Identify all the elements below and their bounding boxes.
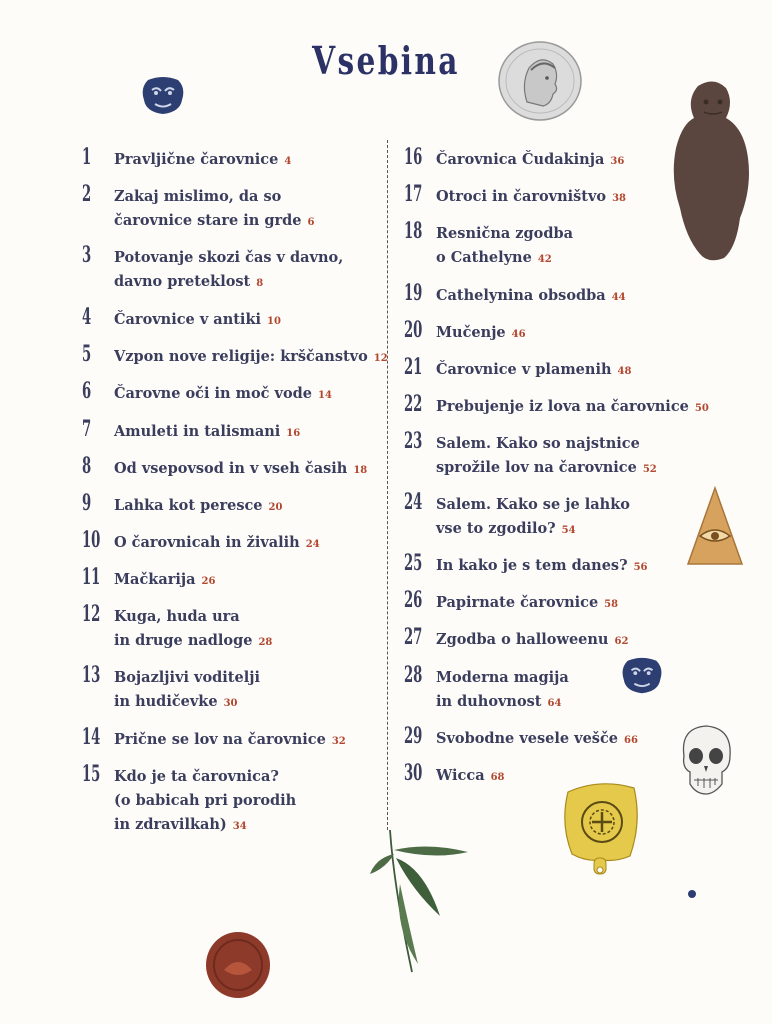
page-number: 64 xyxy=(547,698,562,709)
chapter-title xyxy=(436,493,630,543)
chapter-title xyxy=(436,591,618,617)
chapter-title-line: (o babicah pri porodih xyxy=(114,792,297,809)
chapter-title-line: Čarovnice v plamenih 48 xyxy=(436,361,632,378)
page-number: 36 xyxy=(610,156,625,167)
page-number: 24 xyxy=(305,539,320,550)
chapter-title-line: Mačkarija 26 xyxy=(114,571,216,588)
page-number: 28 xyxy=(258,637,273,648)
chapter-title xyxy=(436,432,657,482)
chapter-number: 17 xyxy=(404,181,423,207)
chapter-title xyxy=(114,765,296,839)
page-number: 6 xyxy=(307,217,315,228)
chapter-title xyxy=(436,358,631,384)
chapter-number: 15 xyxy=(82,761,101,787)
page-number: 52 xyxy=(642,464,657,475)
chapter-number: 26 xyxy=(404,587,423,613)
chapter-title-line: in druge nadloge 28 xyxy=(114,632,273,649)
page-number: 10 xyxy=(267,316,281,327)
chapter-number: 7 xyxy=(82,416,92,442)
chapter-title xyxy=(114,457,367,483)
leaf-branch-icon xyxy=(368,828,472,974)
page-number: 54 xyxy=(561,525,576,536)
chapter-title-line: Čarovnica Čudakinja 36 xyxy=(436,151,625,168)
chapter-number: 6 xyxy=(82,378,92,404)
page-number: 38 xyxy=(612,193,627,204)
chapter-title-line: Od vsepovsod in v vseh časih 18 xyxy=(114,460,368,477)
chapter-number: 18 xyxy=(404,218,423,244)
chapter-number: 23 xyxy=(404,428,423,454)
chapter-title xyxy=(436,148,624,174)
chapter-number: 16 xyxy=(404,144,423,170)
chapter-title-line: Pravljične čarovnice 4 xyxy=(114,151,292,168)
chapter-number: 8 xyxy=(82,453,92,479)
page-title: Vsebina xyxy=(312,38,460,83)
chapter-number: 11 xyxy=(82,564,101,590)
chapter-title-line: Papirnate čarovnice 58 xyxy=(436,594,619,611)
chapter-title-line: Potovanje skozi čas v davno, xyxy=(114,249,344,266)
ink-dot xyxy=(688,890,696,898)
chapter-title-line: čarovnice stare in grde 6 xyxy=(114,212,315,229)
chapter-title xyxy=(436,284,626,310)
chapter-number: 12 xyxy=(82,601,101,627)
chapter-title xyxy=(436,222,573,272)
chapter-title xyxy=(436,764,505,790)
chapter-number: 19 xyxy=(404,280,423,306)
chapter-title-line: vse to zgodilo? 54 xyxy=(436,520,576,537)
page-number: 68 xyxy=(490,772,505,783)
coin-portrait-icon xyxy=(497,40,583,122)
chapter-title-line: Wicca 68 xyxy=(436,767,505,784)
page-number: 26 xyxy=(201,576,216,587)
chapter-number: 22 xyxy=(404,391,423,417)
chapter-number: 2 xyxy=(82,181,92,207)
chapter-number: 9 xyxy=(82,490,92,516)
blue-mask-icon xyxy=(620,656,664,696)
chapter-title-line: sprožile lov na čarovnice 52 xyxy=(436,459,657,476)
chapter-title xyxy=(114,148,291,174)
chapter-number: 27 xyxy=(404,624,423,650)
chapter-title xyxy=(114,246,343,296)
clay-figurine-icon xyxy=(664,78,756,262)
chapter-number: 13 xyxy=(82,662,101,688)
chapter-title xyxy=(436,554,648,580)
page-number: 66 xyxy=(624,735,638,746)
chapter-title-line: Salem. Kako so najstnice xyxy=(436,435,640,452)
chapter-title-line: in duhovnost 64 xyxy=(436,693,562,710)
chapter-title-line: Salem. Kako se je lahko xyxy=(436,496,630,513)
page-number: 12 xyxy=(373,353,388,364)
chapter-title-line: in zdravilkah) 34 xyxy=(114,816,247,833)
chapter-title xyxy=(436,321,526,347)
chapter-title-line: Otroci in čarovništvo 38 xyxy=(436,188,627,205)
chapter-title-line: in hudičevke 30 xyxy=(114,693,238,710)
chapter-title xyxy=(114,185,315,235)
chapter-number: 20 xyxy=(404,317,423,343)
chapter-title-line: Resnična zgodba xyxy=(436,225,574,242)
chapter-title-line: Vzpon nove religije: krščanstvo 12 xyxy=(114,348,388,365)
chapter-title-line: Mučenje 46 xyxy=(436,324,526,341)
page-number: 44 xyxy=(611,292,626,303)
chapter-title xyxy=(114,308,281,334)
page-number: 14 xyxy=(318,390,332,401)
chapter-title xyxy=(114,728,346,754)
chapter-title xyxy=(114,605,272,655)
chapter-title xyxy=(114,345,388,371)
chapter-number: 29 xyxy=(404,723,423,749)
chapter-number: 24 xyxy=(404,489,423,515)
chapter-title-line: O čarovnicah in živalih 24 xyxy=(114,534,320,551)
chapter-title-line: Svobodne vesele vešče 66 xyxy=(436,730,638,747)
chapter-title xyxy=(114,666,260,716)
column-divider xyxy=(387,140,388,830)
blue-mask-icon xyxy=(140,76,186,116)
page-number: 18 xyxy=(353,465,368,476)
chapter-title-line: Čarovne oči in moč vode 14 xyxy=(114,385,332,402)
page-number: 32 xyxy=(331,736,346,747)
chapter-number: 14 xyxy=(82,724,101,750)
chapter-title xyxy=(114,494,282,520)
chapter-title-line: Kdo je ta čarovnica? xyxy=(114,768,279,785)
chapter-title-line: Cathelynina obsodba 44 xyxy=(436,287,626,304)
page-number: 46 xyxy=(511,329,526,340)
page-number: 34 xyxy=(232,821,247,832)
chapter-title-line: Lahka kot peresce 20 xyxy=(114,497,283,514)
chapter-title-line: Zgodba o halloweenu 62 xyxy=(436,631,629,648)
page-number: 16 xyxy=(286,428,301,439)
chapter-title-line: Čarovnice v antiki 10 xyxy=(114,311,281,328)
page-number: 58 xyxy=(604,599,619,610)
page-number: 4 xyxy=(284,156,292,167)
chapter-title-line: Prične se lov na čarovnice 32 xyxy=(114,731,346,748)
chapter-title xyxy=(114,420,300,446)
chapter-number: 25 xyxy=(404,550,423,576)
chapter-number: 28 xyxy=(404,662,423,688)
skull-icon xyxy=(674,722,738,800)
chapter-number: 4 xyxy=(82,304,92,330)
chapter-title-line: Moderna magija xyxy=(436,669,569,686)
chapter-title xyxy=(114,531,320,557)
chapter-title-line: Kuga, huda ura xyxy=(114,608,240,625)
page-number: 50 xyxy=(694,403,709,414)
chapter-title xyxy=(114,568,215,594)
chapter-title xyxy=(436,666,569,716)
page-number: 48 xyxy=(617,366,632,377)
eye-pyramid-icon xyxy=(686,486,744,568)
chapter-title-line: Amuleti in talismani 16 xyxy=(114,423,301,440)
chapter-title-line: Bojazljivi voditelji xyxy=(114,669,260,686)
chapter-number: 21 xyxy=(404,354,423,380)
chapter-title-line: In kako je s tem danes? 56 xyxy=(436,557,648,574)
chapter-number: 30 xyxy=(404,760,423,786)
chapter-title-line: Prebujenje iz lova na čarovnice 50 xyxy=(436,398,709,415)
page-number: 8 xyxy=(256,278,264,289)
page-number: 20 xyxy=(268,502,283,513)
page-number: 42 xyxy=(537,254,552,265)
chapter-title-line: Zakaj mislimo, da so xyxy=(114,188,282,205)
chapter-title xyxy=(436,395,709,421)
sun-amulet-icon xyxy=(560,778,642,882)
page-number: 30 xyxy=(223,698,238,709)
chapter-number: 10 xyxy=(82,527,101,553)
chapter-title-line: o Cathelyne 42 xyxy=(436,249,552,266)
page-number: 56 xyxy=(633,562,648,573)
chapter-title xyxy=(114,382,332,408)
chapter-title xyxy=(436,727,638,753)
chapter-title xyxy=(436,185,626,211)
chapter-title-line: davno preteklost 8 xyxy=(114,273,264,290)
red-seal-icon xyxy=(204,930,272,1000)
chapter-number: 1 xyxy=(82,144,92,170)
chapter-number: 5 xyxy=(82,341,92,367)
chapter-title xyxy=(436,628,628,654)
chapter-number: 3 xyxy=(82,242,92,268)
page-number: 62 xyxy=(614,636,629,647)
